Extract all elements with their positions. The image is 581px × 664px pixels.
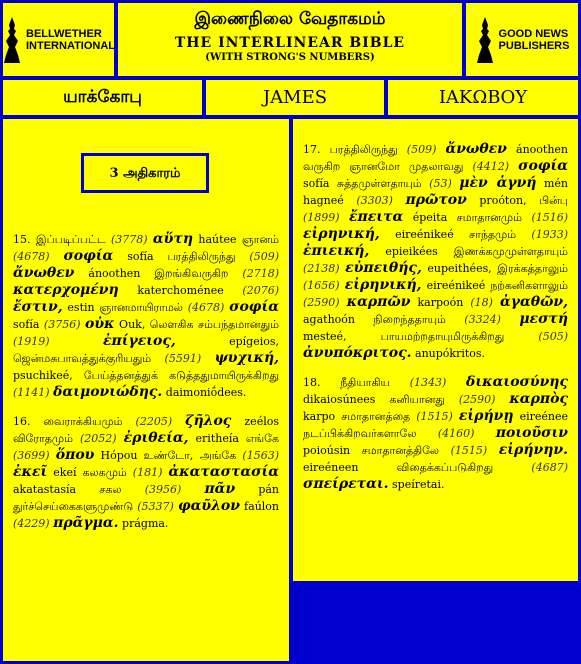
lamp-icon <box>475 17 495 63</box>
good-news-logo-text <box>499 28 570 52</box>
title-english: THE INTERLINEAR BIBLE <box>174 35 406 51</box>
book-english: JAMES <box>206 80 384 115</box>
logo-line: GOOD NEWS <box>498 27 569 40</box>
bellwether-logo <box>3 3 114 76</box>
logo-line: PUBLISHERS <box>498 39 570 52</box>
right-column <box>293 119 578 581</box>
verse-17: 17. பரத்திலிருந்து (509) ἄνωθεν ánoothen வருகிற ஞானமோ முதலாவது (4412) σοφία sofía சுத்தமுள்ளதாயும் (53) μὲν ἁγνή mén hagneé (3303) πρῶτον proóton, பின்பு (1899) ἔπειτα épeita சமாதானமும் (1516) εἰρηνική, eireénikeé சாந்தமும் (1933) ἐπιεική, epieikées இணக்கமுமுள்ளதாயும் (2138) εὐπειθής, eupeithées, இரக்கத்தாலும் (1656) εἰρηνική, eireénikeé நற்கனிகளாலும் (2590) καρπῶν karpoón (18) ἀγαθῶν, agathoón நிறைந்ததாயும் (3324) μεστή mesteé, பாயமற்றதாயுமிருக்கிறது (505) ἀνυπόκριτος. anupókritos. <box>303 141 569 361</box>
verse-16: 16. வைராக்கியமும் (2205) ζῆλος zeélos விரோதமும் (2052) ἐριθεία, eritheía எங்கே (3699) ὅπου Hópou உண்டோ, அங்கே (1563) ἐκεῖ ekeí கலகமும் (181) ἀκαταστασία akatastasía சகல (3956) πᾶν pán துர்ச்செய்கைகளுமுண்டு (5337) φαῦλον faúlon (4229) πρᾶγμα. prágma. <box>13 413 280 531</box>
verse-15: 15. இப்படிப்பட்ட (3778) αὕτη haútee ஞானம் (4678) σοφία sofía பரத்திலிருந்து (509) ἄνωθεν ánoothen இறங்கிவருகிற (2718) κατερχομένη katerchoménee (2076) ἔστιν, estin ஞானமாயிராமல் (4678) σοφία sofía (3756) οὐκ Ouk, லௌகிக சம்பந்தமானதும் (1919) ἐπίγειος, epígeios, ஜென்மசுபாவத்துக்குரியதும் (5591) ψυχική, psuchikeé, பேய்த்தனத்துக் கடுத்ததுமாயிருக்கிறது (1141) δαιμονιώδης. daimoniṓdees. <box>13 231 280 400</box>
good-news-logo <box>466 3 578 76</box>
logo-line: INTERNATIONAL <box>26 39 116 52</box>
subtitle: (WITH STRONG'S NUMBERS) <box>205 52 375 63</box>
left-column <box>3 119 289 661</box>
logo-line: BELLWETHER <box>26 27 102 40</box>
title-block <box>118 3 462 76</box>
title-tamil: இணைநிலை வேதாகமம் <box>194 9 386 29</box>
lamp-icon <box>2 17 22 63</box>
book-greek: ΙΑΚΩΒΟΥ <box>388 80 578 115</box>
book-tamil: யாக்கோபு <box>3 80 202 115</box>
verse-18: 18. நீதியாகிய (1343) δικαιοσύνης dikaiosúnees கனியானது (2590) καρπὸς karpo சமாதானத்தை (1515) εἰρήνῃ eireénee நடப்பிக்கிறவர்களாலே (4160) ποιοῦσιν poioúsin சமாதானத்திலே (1515) εἰρήνην. eireéneen விதைக்கப்படுகிறது (4687) σπείρεται. speíretai. <box>303 374 568 492</box>
chapter-label: 3 அதிகாரம் <box>81 153 209 193</box>
bellwether-logo-text <box>26 28 115 52</box>
